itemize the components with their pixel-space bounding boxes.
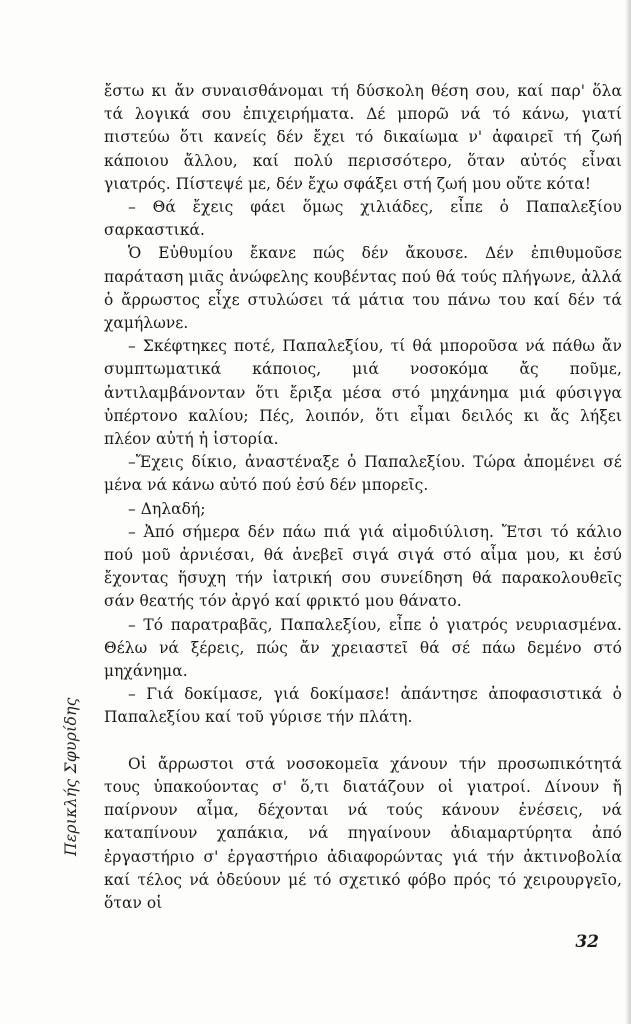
page-edge-shadow [625, 0, 631, 1024]
paragraph: – Σκέφτηκες ποτέ, Παπαλεξίου, τί θά μποροῦσα νά πάθω ἄν συμπτωματικά κάποιος, μιά νοσοκόμα ἄς ποῦμε, ἀντιλαμβάνονταν ὅτι ἔριξα μέσα στό μηχάνημα μιά φύσιγγα ὑπέρτονο καλίου; Πές, λοιπόν, ὅτι εἶμαι δειλός κι ἄς λήξει πλέον αὐτή ἡ ἱστορία. [104, 337, 622, 449]
paragraph: – Δηλαδή; [128, 499, 206, 518]
author-running-head: Περικλής Σφυρίδης [62, 697, 80, 856]
paragraph: – Γιά δοκίμασε, γιά δοκίμασε! ἀπάντησε ἀποφασιστικά ὁ Παπαλεξίου καί τοῦ γύρισε τήν πλάτη. [104, 685, 622, 727]
paragraph: Οἱ ἄρρωστοι στά νοσοκομεῖα χάνουν τήν προσωπικότητά τους ὑπακούοντας σ' ὅ,τι διατάζουν οἱ γιατροί. Δίνουν ἤ παίρνουν αἷμα, δέχονται νά τούς κάνουν ἐνέσεις, νά καταπίνουν χαπάκια, νά πηγαίνουν ἀδιαμαρτύρητα ἀπό ἐργαστήριο σ' ἐργαστήριο ἀδιαφορώντας γιά τήν ἀκτινοβολία καί τέλος νά ὁδεύουν μέ τό σχετικό φόβο πρός τό χειρουργεῖο, ὅταν οἱ [104, 754, 622, 912]
paragraph: Ὁ Εὐθυμίου ἔκανε πώς δέν ἄκουσε. Δέν ἐπιθυμοῦσε παράταση μιᾶς ἀνώφελης κουβέντας πού θά τούς πλήγωνε, ἀλλά ὁ ἄρρωστος εἶχε στυλώσει τά μάτια του πάνω του καί δέν τά χαμήλωνε. [104, 244, 622, 333]
paragraph: – Θά ἔχεις φάει ὅμως χιλιάδες, εἶπε ὁ Παπαλεξίου σαρκαστικά. [104, 198, 622, 240]
paragraph: ἔστω κι ἄν συναισθάνομαι τή δύσκολη θέση σου, καί παρ' ὅλα τά λογικά σου ἐπιχειρήματα. Δέ μπορῶ νά τό κάνω, γιατί πιστεύω ὅτι κανείς δέν ἔχει τό δικαίωμα ν' ἀφαιρεῖ τή ζωή κάποιου ἄλλου, καί πολύ περισσότερο, ὅταν αὐτός εἶναι γιατρός. Πίστεψέ με, δέν ἔχω σφάξει στή ζωή μου οὔτε κότα! [104, 82, 622, 193]
paragraph: – Τό παρατραβᾶς, Παπαλεξίου, εἶπε ὁ γιατρός νευριασμένα. Θέλω νά ξέρεις, πώς ἄν χρειαστεῖ θά σέ πάω δεμένο στό μηχάνημα. [104, 615, 622, 681]
page-number: 32 [575, 932, 599, 952]
paragraph: – Ἀπό σήμερα δέν πάω πιά γιά αἱμοδιύλιση. Ἔτσι τό κάλιο πού μοῦ ἀρνιέσαι, θά ἀνεβεῖ σιγά σιγά στό αἷμα μου, κι ἐσύ ἔχοντας ἥσυχη τήν ἰατρική σου συνείδηση θά παρακολουθεῖς σάν θεατής τόν ἀργό καί φρικτό μου θάνατο. [104, 522, 622, 611]
paragraph: –Ἔχεις δίκιο, ἀναστέναξε ὁ Παπαλεξίου. Τώρα ἀπομένει σέ μένα νά κάνω αὐτό πού ἐσύ δέν μπορεῖς. [104, 453, 622, 495]
body-text [104, 80, 622, 915]
